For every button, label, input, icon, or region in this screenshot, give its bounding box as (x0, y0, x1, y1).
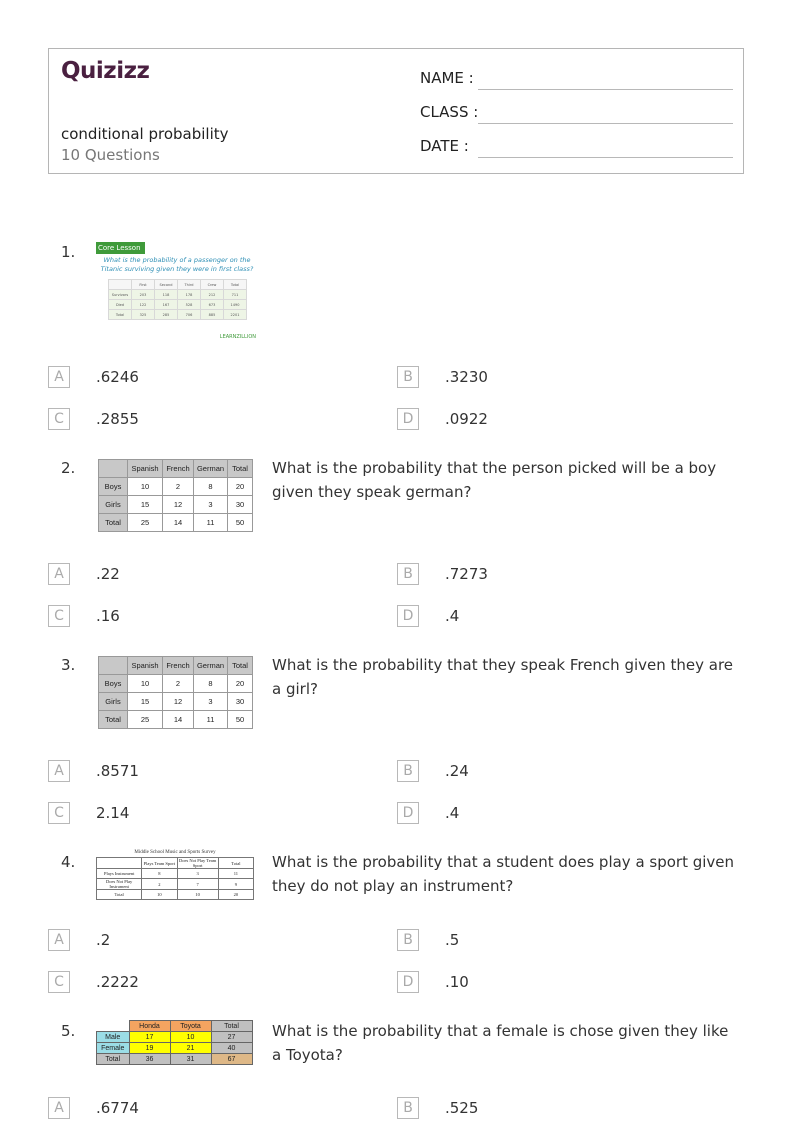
option-a-text: .22 (96, 565, 120, 583)
table-cell: 20 (228, 675, 253, 693)
table-cell (97, 1021, 130, 1032)
table-cell: 14 (163, 711, 194, 729)
option-a-text: .6774 (96, 1099, 139, 1117)
table-cell: Total (97, 1054, 130, 1065)
table-cell: 885 (201, 310, 224, 320)
option-b-text: .3230 (445, 368, 488, 386)
option-a-text: .8571 (96, 762, 139, 780)
table-cell: Spanish (128, 460, 163, 478)
table-cell: Total (224, 280, 247, 290)
table-cell: Honda (129, 1021, 170, 1032)
table-cell: Total (218, 858, 253, 869)
table-cell: 3 (194, 693, 228, 711)
option-d-text: .4 (445, 607, 460, 625)
table-cell: 285 (155, 310, 178, 320)
table-cell: German (194, 460, 228, 478)
option-c-box[interactable]: C (48, 802, 70, 824)
table-cell: 30 (228, 693, 253, 711)
table-cell: Total (228, 657, 253, 675)
table-cell: 9 (218, 879, 253, 890)
question-text: What is the probability that a student does play a sport given they do not play an instrument? (272, 853, 735, 895)
table-cell: Boys (99, 478, 128, 496)
table-cell: 7 (177, 879, 218, 890)
option-c-text: .2855 (96, 410, 139, 428)
option-c-text: 2.14 (96, 804, 130, 822)
table-cell: 27 (211, 1032, 252, 1043)
question-text: What is the probability that a female is chose given they like a Toyota? (272, 1022, 729, 1064)
table-cell: 122 (132, 300, 155, 310)
date-line[interactable] (478, 157, 733, 158)
table-cell: 167 (155, 300, 178, 310)
question-number: 5. (61, 1022, 76, 1040)
table-cell: 8 (194, 478, 228, 496)
table-cell: 528 (178, 300, 201, 310)
option-d-text: .10 (445, 973, 469, 991)
option-a-box[interactable]: A (48, 1097, 70, 1119)
option-d-text: .0922 (445, 410, 488, 428)
table-cell: 11 (194, 514, 228, 532)
option-b-text: .525 (445, 1099, 479, 1117)
table-cell: First (132, 280, 155, 290)
table-cell: 711 (224, 290, 247, 300)
table-cell: 11 (194, 711, 228, 729)
image-question: What is the probability of a passenger on the Titanic surviving given they were in first class? (100, 256, 254, 273)
class-label: CLASS : (420, 103, 479, 121)
core-lesson-tag: Core Lesson (96, 242, 145, 254)
option-b-box[interactable]: B (397, 1097, 419, 1119)
table-cell: Total (99, 514, 128, 532)
learnzillion-logo: LEARNZILLION (219, 334, 256, 340)
table-cell: 14 (163, 514, 194, 532)
table-cell: 10 (170, 1032, 211, 1043)
table-cell: Total (109, 310, 132, 320)
table-cell: Does Not Play Team Sport (177, 858, 218, 869)
language-table (98, 459, 253, 532)
table-cell: 1490 (224, 300, 247, 310)
table-cell: 36 (129, 1054, 170, 1065)
table-cell: 12 (163, 496, 194, 514)
language-table (98, 656, 253, 729)
table-cell: 706 (178, 310, 201, 320)
option-b-box[interactable]: B (397, 760, 419, 782)
option-d-text: .4 (445, 804, 460, 822)
survey-title: Middle School Music and Sports Survey (134, 850, 216, 855)
option-c-text: .2222 (96, 973, 139, 991)
question-text: What is the probability that the person picked will be a boy given they speak german? (272, 459, 717, 501)
table-cell: Total (228, 460, 253, 478)
question-count: 10 Questions (61, 146, 160, 164)
option-c-box[interactable]: C (48, 605, 70, 627)
table-cell: 10 (142, 890, 177, 900)
option-a-text: .2 (96, 931, 111, 949)
table-cell: 30 (228, 496, 253, 514)
table-cell: 50 (228, 514, 253, 532)
table-cell: 17 (129, 1032, 170, 1043)
worksheet-header (48, 48, 744, 174)
table-cell: 15 (128, 693, 163, 711)
question-number: 2. (61, 459, 76, 477)
question-number: 1. (61, 243, 76, 261)
table-cell: Plays Team Sport (142, 858, 177, 869)
survey-image (96, 850, 254, 900)
option-c-text: .16 (96, 607, 120, 625)
table-cell: 2 (142, 879, 177, 890)
table-cell: Crew (201, 280, 224, 290)
table-cell: Male (97, 1032, 130, 1043)
table-cell: Girls (99, 496, 128, 514)
table-cell: Spanish (128, 657, 163, 675)
table-cell: 2201 (224, 310, 247, 320)
table-cell: Plays Instrument (97, 869, 142, 879)
question-text: What is the probability that they speak French given they are a girl? (272, 656, 734, 698)
titanic-image (96, 242, 258, 340)
quizizz-logo: Quizizz (61, 58, 150, 84)
table-cell: Toyota (170, 1021, 211, 1032)
table-cell: Does Not Play Instrument (97, 879, 142, 890)
table-cell: 25 (128, 711, 163, 729)
table-cell: 31 (170, 1054, 211, 1065)
option-a-box[interactable]: A (48, 563, 70, 585)
table-cell: Boys (99, 675, 128, 693)
table-cell: 3 (177, 869, 218, 879)
name-label: NAME : (420, 69, 474, 87)
table-cell: 203 (132, 290, 155, 300)
table-cell: 178 (178, 290, 201, 300)
table-cell: 12 (163, 693, 194, 711)
table-cell: Total (97, 890, 142, 900)
table-cell: Second (155, 280, 178, 290)
table-cell (109, 280, 132, 290)
table-cell: 20 (228, 478, 253, 496)
table-cell: 8 (142, 869, 177, 879)
class-line[interactable] (478, 123, 733, 124)
table-cell: 40 (211, 1043, 252, 1054)
option-b-box[interactable]: B (397, 929, 419, 951)
table-cell: 118 (155, 290, 178, 300)
table-cell: Died (109, 300, 132, 310)
table-cell: Total (99, 711, 128, 729)
table-cell: 2 (163, 478, 194, 496)
table-cell (97, 858, 142, 869)
option-a-text: .6246 (96, 368, 139, 386)
table-cell: Total (211, 1021, 252, 1032)
option-b-text: .24 (445, 762, 469, 780)
table-cell: 673 (201, 300, 224, 310)
table-cell: 19 (129, 1043, 170, 1054)
table-cell: 15 (128, 496, 163, 514)
table-cell: 10 (128, 478, 163, 496)
option-a-box[interactable]: A (48, 366, 70, 388)
question-number: 4. (61, 853, 76, 871)
titanic-table (108, 279, 247, 320)
table-cell: French (163, 657, 194, 675)
worksheet-title: conditional probability (61, 125, 229, 143)
option-a-box[interactable]: A (48, 929, 70, 951)
table-cell: 325 (132, 310, 155, 320)
option-d-box[interactable]: D (397, 971, 419, 993)
table-cell: 50 (228, 711, 253, 729)
option-d-box[interactable]: D (397, 408, 419, 430)
table-cell: 3 (194, 496, 228, 514)
table-cell: 20 (218, 890, 253, 900)
table-cell: German (194, 657, 228, 675)
table-cell: 67 (211, 1054, 252, 1065)
table-cell: 212 (201, 290, 224, 300)
name-line[interactable] (478, 89, 733, 90)
option-b-box[interactable]: B (397, 563, 419, 585)
option-b-text: .7273 (445, 565, 488, 583)
table-cell: Female (97, 1043, 130, 1054)
table-cell: 10 (128, 675, 163, 693)
option-b-box[interactable]: B (397, 366, 419, 388)
option-c-box[interactable]: C (48, 408, 70, 430)
table-cell: 25 (128, 514, 163, 532)
table-cell: 21 (170, 1043, 211, 1054)
table-cell: Survivors (109, 290, 132, 300)
option-b-text: .5 (445, 931, 460, 949)
option-d-box[interactable]: D (397, 802, 419, 824)
table-cell: Girls (99, 693, 128, 711)
date-label: DATE : (420, 137, 469, 155)
table-cell: 2 (163, 675, 194, 693)
table-cell: Third (178, 280, 201, 290)
table-cell: 11 (218, 869, 253, 879)
table-cell: 10 (177, 890, 218, 900)
table-cell (99, 460, 128, 478)
survey-table (96, 857, 254, 900)
table-cell: French (163, 460, 194, 478)
car-preference-table (96, 1020, 253, 1065)
option-a-box[interactable]: A (48, 760, 70, 782)
table-cell: 8 (194, 675, 228, 693)
option-c-box[interactable]: C (48, 971, 70, 993)
table-cell (99, 657, 128, 675)
option-d-box[interactable]: D (397, 605, 419, 627)
question-number: 3. (61, 656, 76, 674)
